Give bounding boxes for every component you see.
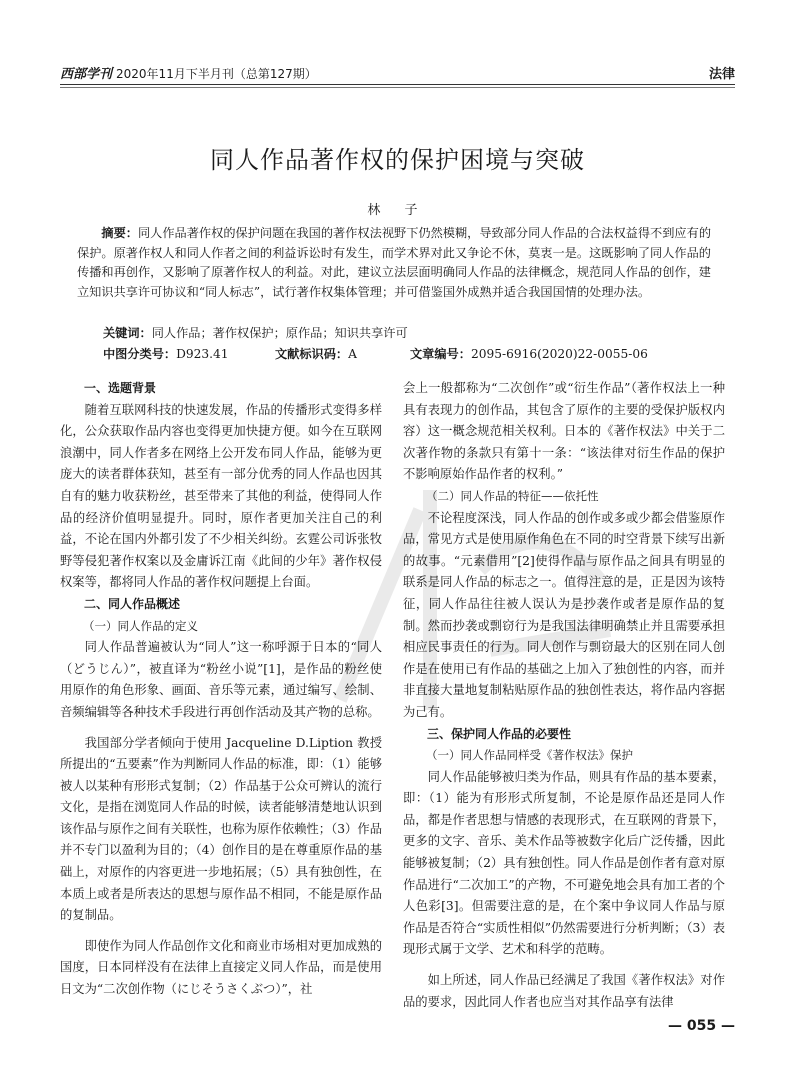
doc-value: A bbox=[348, 347, 357, 361]
clc-label: 中图分类号： bbox=[103, 347, 177, 361]
running-header bbox=[60, 58, 735, 82]
issue-info: 2020年11月下半月刊（总第127期） bbox=[116, 67, 317, 81]
paragraph-gap bbox=[60, 927, 382, 936]
clc-number bbox=[103, 345, 229, 362]
section-heading: 二、同人作品概述 bbox=[84, 596, 181, 611]
paragraph: 同人作品普遍被认为“同人”这一称呼源于日本的“同人（どうじん）”，被直译为“粉丝小说”[1]，是作品的粉丝使用原作的角色形象、画面、音乐等元素，通过编写、绘制、音频编辑等各种技术手段进行再创作活动及其产物的总称。 bbox=[60, 640, 382, 719]
paragraph: 随着互联网科技的快速发展，作品的传播形式变得多样化，公众获取作品内容也变得更加快捷方便。如今在互联网浪潮中，同人作者多在网络上公开发布同人作品，能够为更庞大的读者群体获知，甚至有一部分优秀的同人作品也因其自有的魅力收获粉丝，甚至带来了其他的利益，使得同人作品的经济价值明显提升。同时，原作者更加关注自己的利益，不论在国内外都引发了不少相关纠纷。玄霆公司诉张牧野等侵犯著作权案以及金庸诉江南《此间的少年》著作权侵权案等，都将同人作品的著作权问题提上台面。 bbox=[60, 402, 382, 590]
section-heading: 一、选题背景 bbox=[84, 381, 157, 395]
body-column-left bbox=[60, 378, 382, 1001]
paragraph: 我国部分学者倾向于使用 Jacqueline D.Liption 教授所提出的“五要素”作为判断同人作品的标准，即：（1）能够被人以某种有形形式复制；（2）作品基于公众可辨认的流行文化，是指在浏览同人作品的时候，读者能够清楚地认识到该作品与原作之间有关联性，也称为原作依赖性；（3）作品并不专门以盈利为目的；（4）创作目的是在尊重原作品的基础上，对原作的内容更进一步地拓展；（5）具有独创性，在本质上或者是所表达的思想与原作品不相同，不能是原作品的复制品。 bbox=[60, 735, 382, 923]
subsection-heading: （一）同人作品同样受《著作权法》保护 bbox=[426, 748, 633, 763]
paragraph: 即使作为同人作品创作文化和商业市场相对更加成熟的国度，日本同样没有在法律上直接定义同人作品，而是使用日文为“二次创作物（にじそうさくぶつ）”，社 bbox=[60, 938, 382, 997]
article-value: 2095-6916(2020)22-0055-06 bbox=[470, 347, 648, 361]
abstract bbox=[77, 224, 711, 302]
article-label: 文章编号： bbox=[410, 347, 471, 361]
paragraph-gap bbox=[60, 724, 382, 733]
abstract-text: 同人作品著作权的保护问题在我国的著作权法视野下仍然模糊，导致部分同人作品的合法权益得不到应有的保护。原著作权人和同人作者之间的利益诉讼时有发生，而学术界对此又争论不休，莫衷一是。这既影响了同人作品的传播和再创作，又影响了原著作权人的利益。对此，建议立法层面明确同人作品的法律概念，规范同人作品的创作，建立知识共享许可协议和“同人标志”，试行著作权集体管理；并可借鉴国外成熟并适合我国国情的处理办法。 bbox=[77, 226, 712, 299]
doc-label: 文献标识码： bbox=[275, 347, 349, 361]
paragraph: 不论程度深浅，同人作品的创作或多或少都会借鉴原作品，常见方式是使用原作角色在不同的时空背景下续写出新的故事。“元素借用”[2]使得作品与原作品之间具有明显的联系是同人作品的标志之一。值得注意的是，正是因为该特征，同人作品往往被人误认为是抄袭作或者是原作品的复制。然而抄袭或剽窃行为是我国法律明确禁止并且需要承担相应民事责任的行为。同人创作与剽窃最大的区别在同人创作是在使用已有作品的基础之上加入了独创性的内容，而并非直接大量地复制粘贴原作品的独创性表达，将作品内容据为己有。 bbox=[403, 510, 725, 719]
document-code bbox=[275, 345, 357, 362]
clc-value: D923.41 bbox=[176, 347, 229, 361]
section-label: 法律 bbox=[708, 67, 735, 82]
journal-name: 西部学刊 bbox=[60, 67, 113, 82]
article-number bbox=[410, 345, 648, 362]
page-number: — 055 — bbox=[668, 1018, 735, 1034]
paragraph: 会上一般都称为“二次创作”或“衍生作品”（著作权法上一种具有表现力的创作品，其包含了原作的主要的受保护版权内容）这一概念规范相关权利。日本的《著作权法》中关于二次著作物的条款只有第十一条：“该法律对衍生作品的保护不影响原始作品作者的权利。” bbox=[403, 381, 725, 482]
paragraph: 如上所述，同人作品已经满足了我国《著作权法》对作品的要求，因此同人作者也应当对其作品享有法律 bbox=[403, 973, 725, 1009]
abstract-label: 摘要： bbox=[101, 226, 138, 240]
subsection-heading: （一）同人作品的定义 bbox=[83, 618, 198, 633]
paragraph-gap bbox=[403, 961, 725, 970]
header-rule bbox=[60, 84, 735, 85]
body-column-right bbox=[403, 378, 725, 1013]
header-rule-thin bbox=[60, 87, 735, 88]
subsection-heading: （二）同人作品的特征——依托性 bbox=[426, 488, 599, 503]
keywords bbox=[103, 323, 711, 343]
paragraph: 同人作品能够被归类为作品，则具有作品的基本要素，即：（1）能为有形形式所复制，不论是原作品还是同人作品，都是作者思想与情感的表现形式，在互联网的背景下，更多的文字、音乐、美术作品等被数字化后广泛传播，因此能够被复制；（2）具有独创性。同人作品是创作者有意对原作品进行“二次加工”的产物，不可避免地会具有加工者的个人色彩[3]。但需要注意的是，在个案中争议同人作品与原作品是否符合“实质性相似”仍然需要进行分析判断；（3）表现形式属于文学、艺术和科学的范畴。 bbox=[403, 769, 725, 957]
article-title: 同人作品著作权的保护困境与突破 bbox=[210, 146, 585, 174]
section-heading: 三、保护同人作品的必要性 bbox=[427, 726, 572, 741]
header-left bbox=[60, 63, 317, 82]
keywords-text: 同人作品；著作权保护；原作品；知识共享许可 bbox=[151, 326, 408, 340]
keywords-label: 关键词： bbox=[103, 326, 152, 340]
author-name: 林 子 bbox=[367, 203, 428, 218]
abstract-indent bbox=[77, 226, 101, 240]
